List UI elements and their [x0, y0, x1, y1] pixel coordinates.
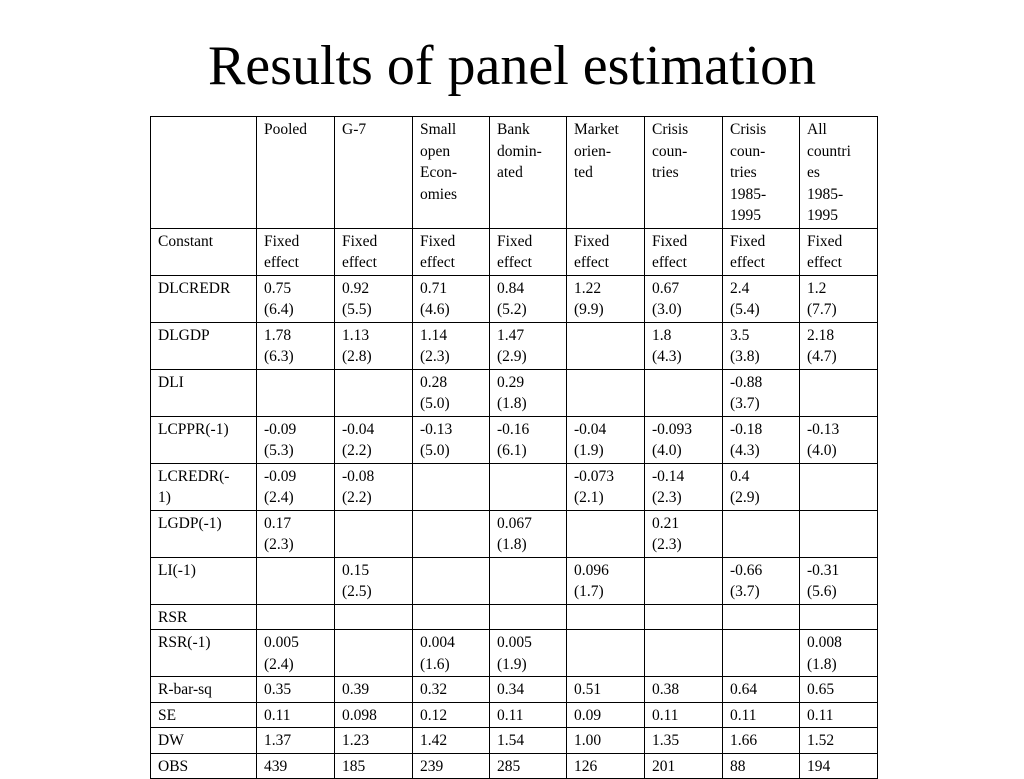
table-cell: 1.00: [567, 728, 645, 754]
table-cell: 0.84 (5.2): [490, 275, 567, 322]
row-dli: [151, 369, 878, 416]
table-cell: 0.21 (2.3): [645, 510, 723, 557]
table-cell: [413, 463, 490, 510]
table-cell: 0.28 (5.0): [413, 369, 490, 416]
table-cell: 1.78 (6.3): [257, 322, 335, 369]
table-cell: -0.09 (2.4): [257, 463, 335, 510]
table-cell: -0.16 (6.1): [490, 416, 567, 463]
table-cell: [800, 604, 878, 630]
row-constant: [151, 228, 878, 275]
row-label: LI(-1): [151, 557, 257, 604]
table-cell: 185: [335, 753, 413, 779]
table-cell: 0.15 (2.5): [335, 557, 413, 604]
table-cell: 1.13 (2.8): [335, 322, 413, 369]
table-cell: 1.35: [645, 728, 723, 754]
table-cell: 1.52: [800, 728, 878, 754]
table-cell: 0.65: [800, 677, 878, 703]
row-lcredr-1: [151, 463, 878, 510]
table-cell: -0.13 (4.0): [800, 416, 878, 463]
row-r-bar-sq: [151, 677, 878, 703]
row-label: R-bar-sq: [151, 677, 257, 703]
table-cell: [567, 604, 645, 630]
table-cell: Fixed effect: [490, 228, 567, 275]
row-label: OBS: [151, 753, 257, 779]
table-cell: -0.08 (2.2): [335, 463, 413, 510]
table-cell: [723, 604, 800, 630]
row-lgdp-1: [151, 510, 878, 557]
table-cell: -0.073 (2.1): [567, 463, 645, 510]
table-cell: [335, 369, 413, 416]
row-dw: [151, 728, 878, 754]
table-cell: [490, 463, 567, 510]
column-header-crisis-countries-1985-1995: Crisis coun- tries 1985- 1995: [723, 117, 800, 229]
table-cell: 0.92 (5.5): [335, 275, 413, 322]
table-cell: [257, 557, 335, 604]
table-cell: Fixed effect: [257, 228, 335, 275]
table-cell: 1.14 (2.3): [413, 322, 490, 369]
row-label: DLGDP: [151, 322, 257, 369]
table-cell: Fixed effect: [800, 228, 878, 275]
table-cell: 1.8 (4.3): [645, 322, 723, 369]
table-cell: [645, 630, 723, 677]
table-cell: 2.4 (5.4): [723, 275, 800, 322]
table-cell: 0.35: [257, 677, 335, 703]
column-header-crisis-countries: Crisis coun- tries: [645, 117, 723, 229]
row-label: LCPPR(-1): [151, 416, 257, 463]
table-cell: Fixed effect: [413, 228, 490, 275]
table-cell: 0.67 (3.0): [645, 275, 723, 322]
table-cell: 0.09: [567, 702, 645, 728]
table-cell: [800, 463, 878, 510]
table-cell: 239: [413, 753, 490, 779]
table-cell: [335, 604, 413, 630]
table-cell: [413, 604, 490, 630]
table-cell: 1.22 (9.9): [567, 275, 645, 322]
table-cell: [645, 557, 723, 604]
table-cell: 201: [645, 753, 723, 779]
table-cell: 0.4 (2.9): [723, 463, 800, 510]
column-header-all-countries-1985-1995: All countri es 1985- 1995: [800, 117, 878, 229]
table-cell: [490, 557, 567, 604]
table-cell: -0.09 (5.3): [257, 416, 335, 463]
table-cell: [723, 630, 800, 677]
row-label: RSR(-1): [151, 630, 257, 677]
row-label: DW: [151, 728, 257, 754]
slide-title: Results of panel estimation: [207, 35, 817, 97]
column-header-g7: G-7: [335, 117, 413, 229]
column-header-small-open-economies: Small open Econ- omies: [413, 117, 490, 229]
table-cell: 0.64: [723, 677, 800, 703]
table-cell: 0.11: [490, 702, 567, 728]
table-cell: -0.88 (3.7): [723, 369, 800, 416]
row-dlcredr: [151, 275, 878, 322]
table-cell: [567, 369, 645, 416]
table-cell: [490, 604, 567, 630]
table-cell: [257, 369, 335, 416]
table-cell: 1.54: [490, 728, 567, 754]
table-cell: 1.23: [335, 728, 413, 754]
table-cell: [567, 322, 645, 369]
table-cell: [567, 510, 645, 557]
table-cell: -0.66 (3.7): [723, 557, 800, 604]
table-cell: 0.11: [645, 702, 723, 728]
table-cell: 0.098: [335, 702, 413, 728]
table-cell: 0.005 (2.4): [257, 630, 335, 677]
table-cell: [723, 510, 800, 557]
table-cell: [335, 510, 413, 557]
table-cell: 1.66: [723, 728, 800, 754]
table-cell: 3.5 (3.8): [723, 322, 800, 369]
row-label: DLCREDR: [151, 275, 257, 322]
row-dlgdp: [151, 322, 878, 369]
table-cell: 0.38: [645, 677, 723, 703]
table-cell: 439: [257, 753, 335, 779]
table-cell: 1.2 (7.7): [800, 275, 878, 322]
table-cell: [413, 557, 490, 604]
row-rsr: [151, 604, 878, 630]
column-header-bank-dominated: Bank domin- ated: [490, 117, 567, 229]
row-label: LGDP(-1): [151, 510, 257, 557]
row-se: [151, 702, 878, 728]
column-header-pooled: Pooled: [257, 117, 335, 229]
table-cell: -0.04 (1.9): [567, 416, 645, 463]
table-cell: 0.096 (1.7): [567, 557, 645, 604]
row-obs: [151, 753, 878, 779]
table-cell: 0.005 (1.9): [490, 630, 567, 677]
table-cell: Fixed effect: [335, 228, 413, 275]
table-cell: 0.75 (6.4): [257, 275, 335, 322]
row-lcppr-1: [151, 416, 878, 463]
header-row: [151, 117, 878, 229]
table-cell: [800, 510, 878, 557]
table-cell: 285: [490, 753, 567, 779]
table-cell: 0.067 (1.8): [490, 510, 567, 557]
table-cell: 0.51: [567, 677, 645, 703]
column-header-market-oriented: Market orien- ted: [567, 117, 645, 229]
row-label: Constant: [151, 228, 257, 275]
table-cell: 0.11: [800, 702, 878, 728]
table-cell: [257, 604, 335, 630]
table-cell: 194: [800, 753, 878, 779]
row-label: SE: [151, 702, 257, 728]
table-cell: 0.71 (4.6): [413, 275, 490, 322]
table-cell: 0.32: [413, 677, 490, 703]
column-header-label: [151, 117, 257, 229]
table-cell: [800, 369, 878, 416]
table-cell: 0.11: [723, 702, 800, 728]
table-cell: [335, 630, 413, 677]
table-cell: Fixed effect: [723, 228, 800, 275]
table-cell: -0.13 (5.0): [413, 416, 490, 463]
table-cell: 0.39: [335, 677, 413, 703]
table-cell: Fixed effect: [645, 228, 723, 275]
table-cell: 0.004 (1.6): [413, 630, 490, 677]
row-label: LCREDR(- 1): [151, 463, 257, 510]
table-cell: 1.37: [257, 728, 335, 754]
table-cell: [567, 630, 645, 677]
table-cell: -0.04 (2.2): [335, 416, 413, 463]
table-cell: 0.11: [257, 702, 335, 728]
table-cell: 2.18 (4.7): [800, 322, 878, 369]
table-cell: -0.14 (2.3): [645, 463, 723, 510]
table-cell: 1.47 (2.9): [490, 322, 567, 369]
row-rsr-1: [151, 630, 878, 677]
table-cell: 0.34: [490, 677, 567, 703]
table-cell: [413, 510, 490, 557]
table-cell: 0.17 (2.3): [257, 510, 335, 557]
table-cell: [645, 604, 723, 630]
table-cell: 0.008 (1.8): [800, 630, 878, 677]
row-label: RSR: [151, 604, 257, 630]
row-li-1: [151, 557, 878, 604]
table-cell: -0.31 (5.6): [800, 557, 878, 604]
table-cell: 88: [723, 753, 800, 779]
table-cell: Fixed effect: [567, 228, 645, 275]
table-cell: 0.12: [413, 702, 490, 728]
table-cell: 1.42: [413, 728, 490, 754]
table-cell: -0.18 (4.3): [723, 416, 800, 463]
table-cell: 0.29 (1.8): [490, 369, 567, 416]
table-cell: 126: [567, 753, 645, 779]
table-cell: -0.093 (4.0): [645, 416, 723, 463]
results-table: [150, 116, 878, 779]
table-cell: [645, 369, 723, 416]
row-label: DLI: [151, 369, 257, 416]
